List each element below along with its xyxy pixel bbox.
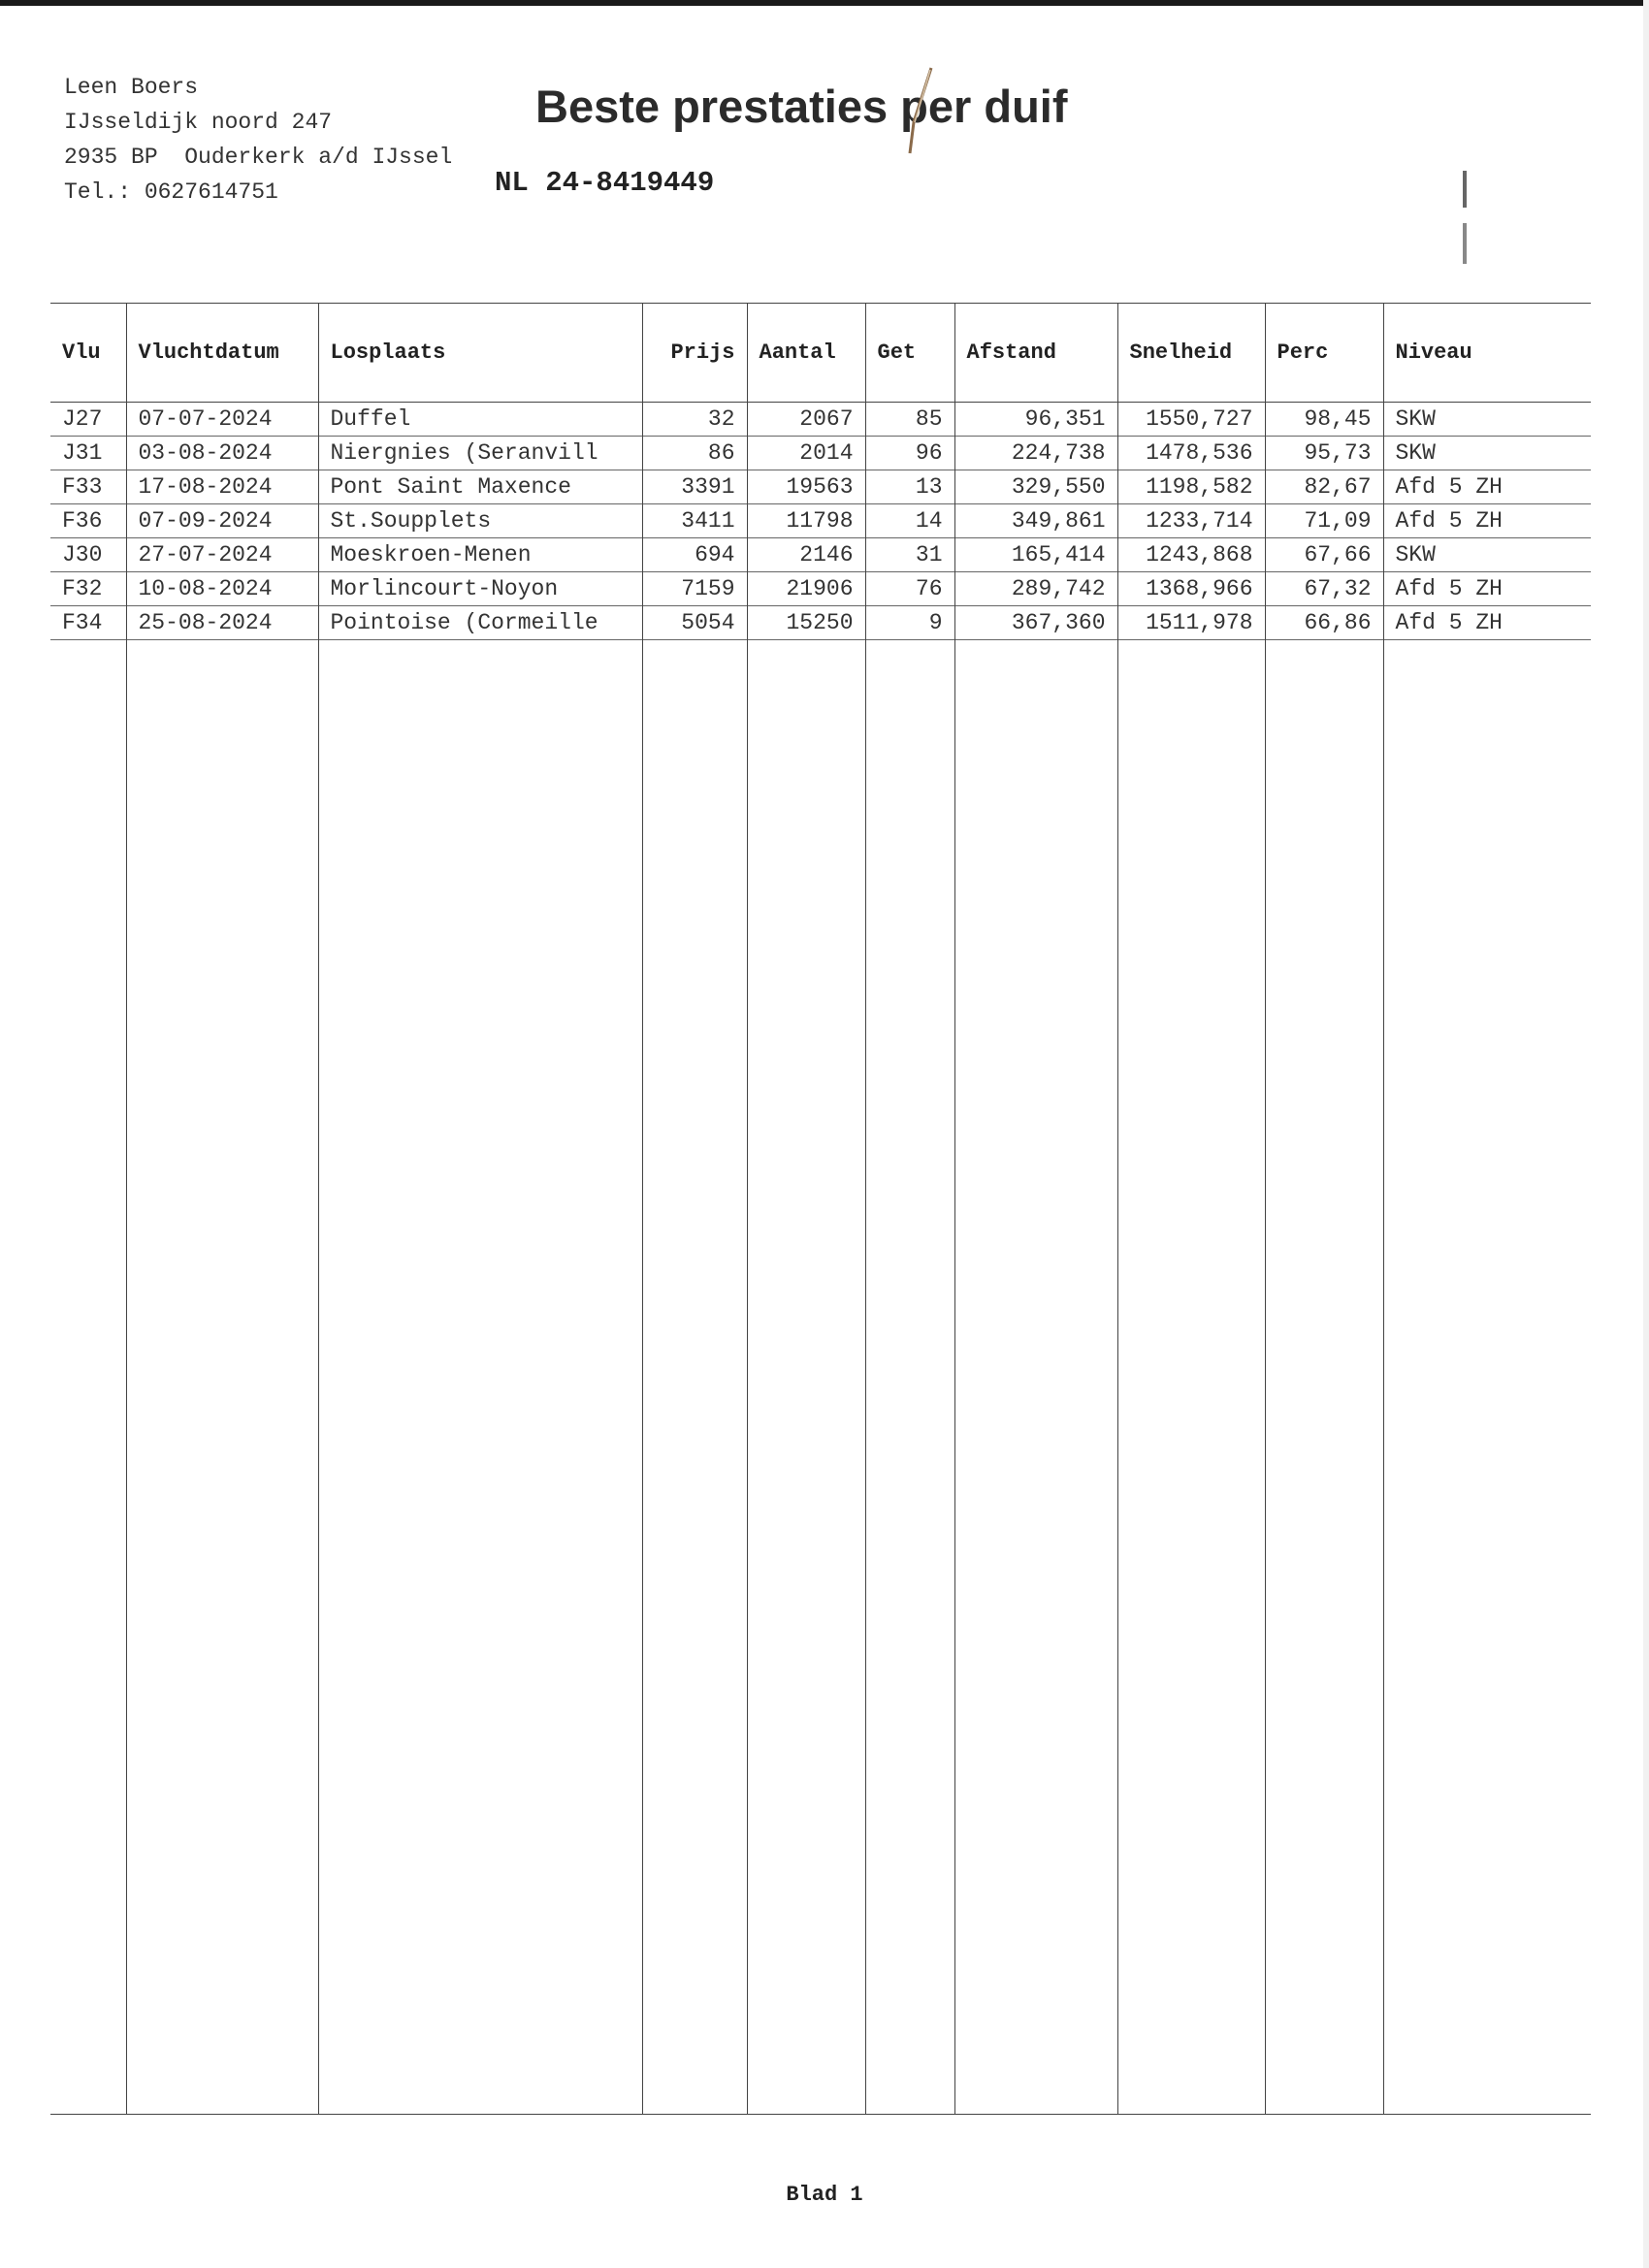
cell-datum: 07-09-2024	[126, 504, 318, 538]
cell-afstand: 289,742	[954, 572, 1117, 606]
table-filler-row	[50, 640, 1591, 2115]
cell-perc: 98,45	[1265, 403, 1383, 437]
cell-niveau: SKW	[1383, 437, 1591, 470]
cell-snelheid: 1550,727	[1117, 403, 1265, 437]
col-header-losplaats: Losplaats	[318, 304, 642, 403]
cell-afstand: 224,738	[954, 437, 1117, 470]
cell-prijs: 5054	[642, 606, 747, 640]
col-header-snelheid: Snelheid	[1117, 304, 1265, 403]
cell-aantal: 2014	[747, 437, 865, 470]
cell-prijs: 86	[642, 437, 747, 470]
cell-datum: 07-07-2024	[126, 403, 318, 437]
cell-get: 76	[865, 572, 954, 606]
col-header-perc: Perc	[1265, 304, 1383, 403]
cell-prijs: 3411	[642, 504, 747, 538]
table-row	[50, 504, 1591, 538]
cell-prijs: 7159	[642, 572, 747, 606]
cell-aantal: 19563	[747, 470, 865, 504]
col-header-vluchtdatum: Vluchtdatum	[126, 304, 318, 403]
cell-aantal: 2067	[747, 403, 865, 437]
cell-datum: 03-08-2024	[126, 437, 318, 470]
cell-vlu: J31	[62, 440, 103, 466]
cell-prijs: 694	[642, 538, 747, 572]
cell-snelheid: 1198,582	[1117, 470, 1265, 504]
cell-niveau: SKW	[1383, 403, 1591, 437]
cell-aantal: 11798	[747, 504, 865, 538]
cell-datum: 10-08-2024	[126, 572, 318, 606]
cell-get: 9	[865, 606, 954, 640]
cell-losplaats: St.Soupplets	[318, 504, 642, 538]
cell-vlu: F32	[62, 576, 103, 601]
cell-datum: 25-08-2024	[126, 606, 318, 640]
cell-niveau: SKW	[1383, 538, 1591, 572]
cell-aantal: 15250	[747, 606, 865, 640]
scan-edge-top	[0, 0, 1649, 6]
cell-perc: 67,32	[1265, 572, 1383, 606]
page-title: Beste prestaties per duif	[535, 81, 1068, 132]
cell-afstand: 96,351	[954, 403, 1117, 437]
col-header-niveau: Niveau	[1383, 304, 1591, 403]
cell-get: 13	[865, 470, 954, 504]
staple-mark-icon	[1455, 167, 1474, 274]
table-row	[50, 437, 1591, 470]
cell-afstand: 329,550	[954, 470, 1117, 504]
cell-vlu: F36	[62, 508, 103, 534]
cell-losplaats: Duffel	[318, 403, 642, 437]
cell-afstand: 349,861	[954, 504, 1117, 538]
cell-perc: 66,86	[1265, 606, 1383, 640]
cell-losplaats: Moeskroen-Menen	[318, 538, 642, 572]
scan-edge-right	[1643, 0, 1649, 2268]
cell-datum: 27-07-2024	[126, 538, 318, 572]
owner-street: IJsseldijk noord 247	[64, 110, 333, 135]
table-row	[50, 470, 1591, 504]
cell-niveau: Afd 5 ZH	[1383, 572, 1591, 606]
cell-snelheid: 1478,536	[1117, 437, 1265, 470]
col-header-prijs: Prijs	[642, 304, 747, 403]
cell-aantal: 2146	[747, 538, 865, 572]
cell-snelheid: 1368,966	[1117, 572, 1265, 606]
col-header-get: Get	[865, 304, 954, 403]
results-table	[50, 303, 1591, 2117]
cell-get: 14	[865, 504, 954, 538]
cell-niveau: Afd 5 ZH	[1383, 606, 1591, 640]
staple-mark-icon	[902, 64, 941, 161]
cell-perc: 95,73	[1265, 437, 1383, 470]
cell-perc: 82,67	[1265, 470, 1383, 504]
cell-get: 85	[865, 403, 954, 437]
cell-perc: 71,09	[1265, 504, 1383, 538]
ring-number: NL 24-8419449	[495, 167, 715, 199]
cell-snelheid: 1233,714	[1117, 504, 1265, 538]
cell-prijs: 3391	[642, 470, 747, 504]
owner-name: Leen Boers	[64, 75, 199, 100]
cell-aantal: 21906	[747, 572, 865, 606]
owner-address-block	[64, 70, 452, 210]
cell-prijs: 32	[642, 403, 747, 437]
cell-vlu: F33	[62, 474, 103, 500]
cell-datum: 17-08-2024	[126, 470, 318, 504]
table-bottom-rule	[50, 2115, 1591, 2117]
cell-get: 31	[865, 538, 954, 572]
cell-snelheid: 1243,868	[1117, 538, 1265, 572]
cell-niveau: Afd 5 ZH	[1383, 470, 1591, 504]
col-header-afstand: Afstand	[954, 304, 1117, 403]
table-row	[50, 538, 1591, 572]
cell-afstand: 165,414	[954, 538, 1117, 572]
cell-snelheid: 1511,978	[1117, 606, 1265, 640]
table-row	[50, 403, 1591, 437]
page-number: Blad 1	[786, 2183, 863, 2207]
cell-vlu: F34	[62, 610, 103, 635]
cell-losplaats: Niergnies (Seranvill	[318, 437, 642, 470]
cell-losplaats: Morlincourt-Noyon	[318, 572, 642, 606]
col-header-aantal: Aantal	[747, 304, 865, 403]
owner-phone: Tel.: 0627614751	[64, 179, 278, 205]
col-header-vlu: Vlu	[62, 340, 101, 365]
owner-city: 2935 BP Ouderkerk a/d IJssel	[64, 145, 453, 170]
cell-vlu: J30	[62, 542, 103, 567]
cell-losplaats: Pointoise (Cormeille	[318, 606, 642, 640]
table-header-row	[50, 304, 1591, 403]
table-row	[50, 606, 1591, 640]
cell-losplaats: Pont Saint Maxence	[318, 470, 642, 504]
cell-niveau: Afd 5 ZH	[1383, 504, 1591, 538]
cell-get: 96	[865, 437, 954, 470]
cell-vlu: J27	[62, 406, 103, 432]
table-row	[50, 572, 1591, 606]
cell-perc: 67,66	[1265, 538, 1383, 572]
cell-afstand: 367,360	[954, 606, 1117, 640]
